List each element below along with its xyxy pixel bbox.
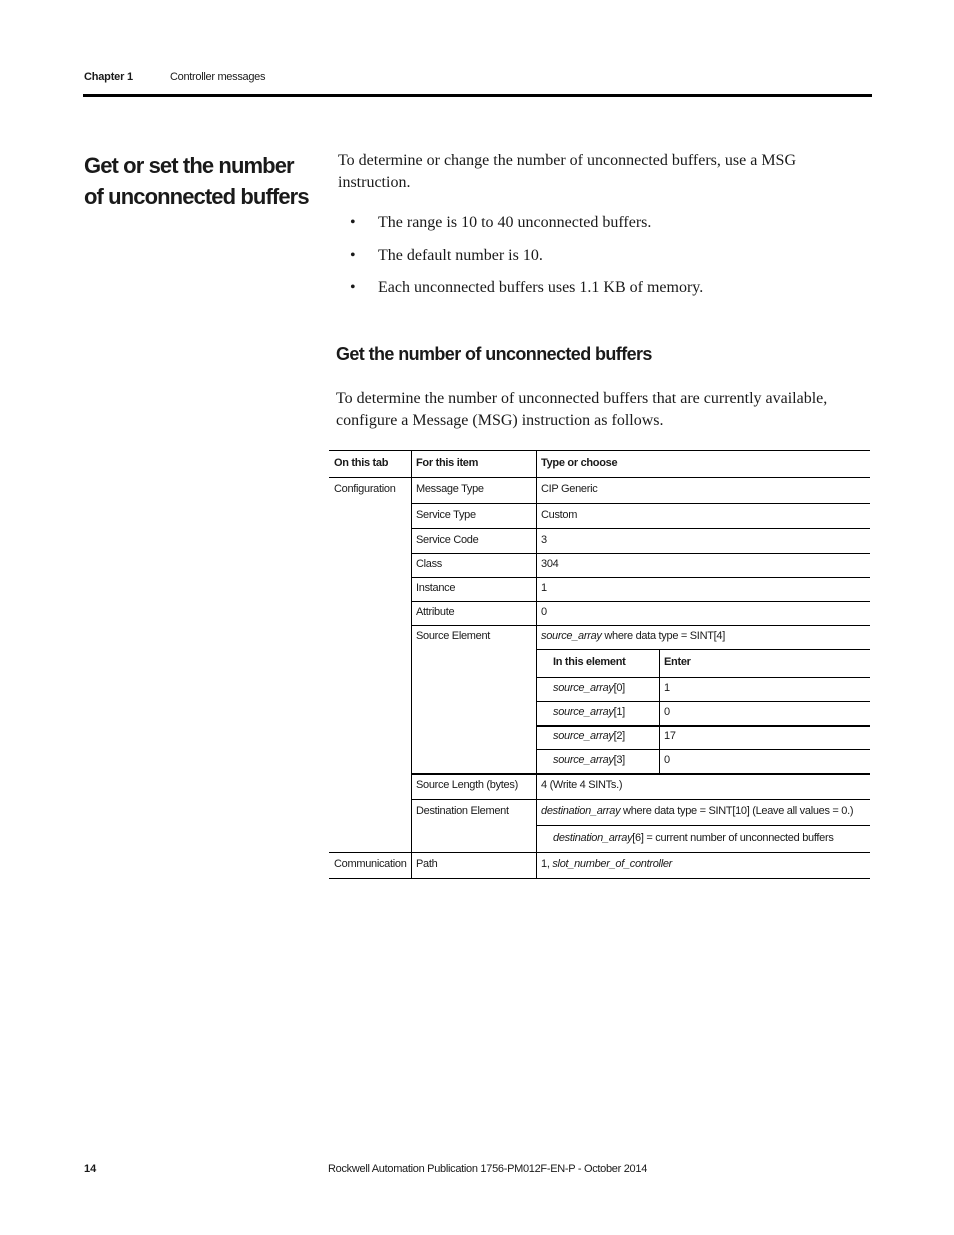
chapter-label: Chapter 1 <box>84 71 133 83</box>
element-index: [2] <box>613 730 625 742</box>
nested-element-cell <box>553 754 625 766</box>
element-name: source_array <box>553 682 614 694</box>
item-cell: Attribute <box>416 606 455 618</box>
subsection-title: Get the number of unconnected buffers <box>336 344 652 364</box>
item-cell: Message Type <box>416 483 484 495</box>
element-name: source_array <box>553 730 614 742</box>
nested-enter-cell: 0 <box>664 754 670 766</box>
bullet-text: The range is 10 to 40 unconnected buffers. <box>378 214 652 231</box>
bullet-list <box>338 212 858 310</box>
nested-enter-cell: 17 <box>664 730 676 742</box>
destination-note <box>553 832 834 844</box>
element-name: source_array <box>553 706 614 718</box>
bullet-icon: • <box>350 214 356 231</box>
column-header: Type or choose <box>541 457 618 469</box>
value-cell <box>541 630 725 642</box>
table-rule <box>411 625 870 626</box>
table-rule <box>536 649 870 650</box>
table-rule <box>411 528 870 529</box>
intro-paragraph: To determine or change the number of unconnected buffers, use a MSG instruction. <box>338 152 796 191</box>
item-cell: Source Element <box>416 630 491 642</box>
table-rule <box>411 503 870 504</box>
table-rule <box>536 749 870 750</box>
value-cell <box>541 805 853 817</box>
value-cell: 3 <box>541 534 547 546</box>
table-rule <box>411 577 870 578</box>
bullet-icon: • <box>350 279 356 296</box>
value-text: 1, <box>541 858 553 870</box>
table-rule <box>536 825 870 826</box>
table-rule <box>411 601 870 602</box>
bullet-item <box>338 277 858 310</box>
item-cell: Destination Element <box>416 805 509 817</box>
nested-element-cell <box>553 682 625 694</box>
element-index: [0] <box>613 682 625 694</box>
table-rule <box>411 450 412 878</box>
table-rule <box>536 677 870 678</box>
table-rule <box>411 799 870 800</box>
bullet-icon: • <box>350 246 356 264</box>
value-cell: Custom <box>541 509 578 521</box>
value-cell <box>541 858 672 870</box>
nested-element-cell <box>553 730 625 742</box>
element-index: [1] <box>613 706 625 718</box>
table-rule <box>536 725 870 727</box>
nested-column-header: In this element <box>553 656 626 668</box>
value-text: [6] = current number of unconnected buffers <box>632 832 834 844</box>
table-rule <box>411 553 870 554</box>
value-cell: 0 <box>541 606 547 618</box>
value-cell: 4 (Write 4 SINTs.) <box>541 779 623 791</box>
bullet-text: The default number is 10. <box>378 246 543 264</box>
value-italic: slot_number_of_controller <box>552 858 673 870</box>
value-cell: 1 <box>541 582 547 594</box>
element-name: source_array <box>553 754 614 766</box>
value-italic: source_array <box>541 630 602 642</box>
bullet-item <box>338 245 858 278</box>
header-rule <box>83 94 872 97</box>
item-cell: Service Code <box>416 534 479 546</box>
value-cell: CIP Generic <box>541 483 598 495</box>
table-rule <box>329 878 870 879</box>
nested-enter-cell: 0 <box>664 706 670 718</box>
value-text: where data type = SINT[4] <box>601 630 725 642</box>
bullet-text: Each unconnected buffers uses 1.1 KB of memory. <box>378 279 704 296</box>
value-cell: 304 <box>541 558 559 570</box>
chapter-title: Controller messages <box>170 71 266 83</box>
element-index: [3] <box>613 754 625 766</box>
value-italic: destination_array <box>541 805 621 817</box>
table-rule <box>659 649 660 773</box>
column-header: For this item <box>416 457 479 469</box>
item-cell: Service Type <box>416 509 476 521</box>
page-number: 14 <box>84 1163 97 1175</box>
nested-column-header: Enter <box>664 656 691 668</box>
value-italic: destination_array <box>553 832 633 844</box>
table-rule <box>536 450 537 878</box>
item-cell: Class <box>416 558 443 570</box>
column-header: On this tab <box>334 457 389 469</box>
bullet-item <box>338 212 858 245</box>
nested-element-cell <box>553 706 625 718</box>
table-rule <box>536 701 870 702</box>
item-cell: Path <box>416 858 438 870</box>
publication-info: Rockwell Automation Publication 1756-PM012F-EN-P - October 2014 <box>328 1163 648 1175</box>
item-cell: Instance <box>416 582 456 594</box>
value-text: where data type = SINT[10] (Leave all values = 0.) <box>620 805 854 817</box>
tab-cell: Communication <box>334 858 407 870</box>
subsection-paragraph: To determine the number of unconnected buffers that are currently available, configure a Message (MSG) instruction as follows. <box>336 390 828 429</box>
item-cell: Source Length (bytes) <box>416 779 518 791</box>
section-title: Get or set the number of unconnected buffers <box>84 153 309 209</box>
tab-cell: Configuration <box>334 483 396 495</box>
nested-enter-cell: 1 <box>664 682 670 694</box>
table-rule <box>411 773 870 775</box>
